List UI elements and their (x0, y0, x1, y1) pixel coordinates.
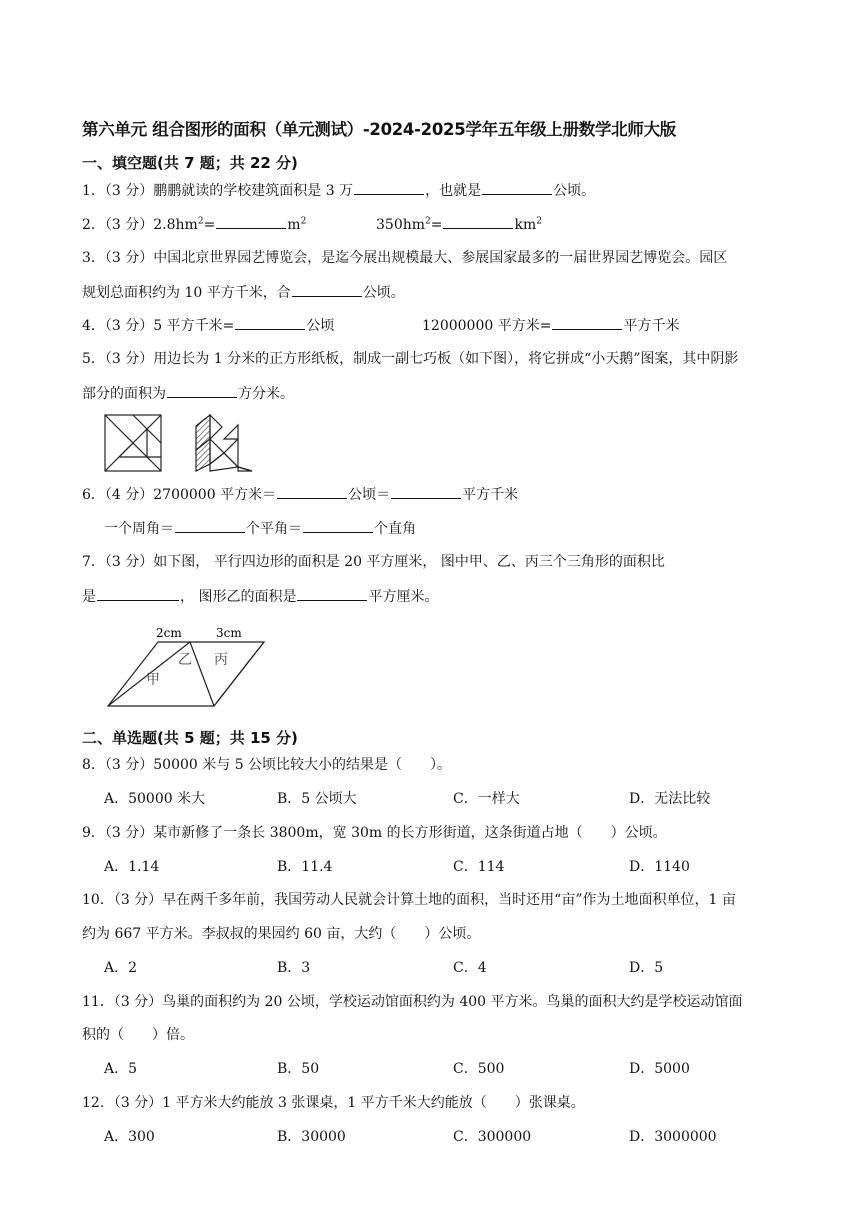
answer-blank[interactable] (175, 518, 245, 533)
q6-text: 一个周角＝ (104, 521, 174, 537)
section-single-choice: 二、单选题(共 5 题；共 15 分) (82, 729, 298, 747)
q5-text: 部分的面积为 (82, 386, 166, 402)
question-1 (82, 180, 595, 201)
answer-blank[interactable] (303, 518, 373, 533)
q7-text: 是 (82, 589, 96, 605)
question-3-line-1: 3．（3 分）中国北京世界园艺博览会，是迄今展出规模最大、参展国家最多的一届世界园艺博览会。园区 (82, 250, 728, 266)
q6-text: 公顷＝ (348, 487, 391, 503)
option-d[interactable]: D．1140 (629, 859, 690, 875)
q1-text: 公顷。 (553, 183, 596, 199)
superscript: 2 (536, 216, 542, 227)
label-bing: 丙 (214, 652, 228, 668)
option-c[interactable]: C．500 (453, 1061, 505, 1077)
option-c[interactable]: C．一样大 (453, 791, 520, 807)
q4-text: 4．（3 分）5 平方千米= (82, 318, 235, 334)
page-title: 第六单元 组合图形的面积（单元测试）-2024-2025学年五年级上册数学北师大版 (82, 120, 676, 139)
question-3-line-2 (82, 282, 405, 303)
parallelogram-figure (104, 624, 274, 710)
label-3cm: 3cm (216, 626, 242, 640)
q2-text: 2．（3 分）2.8hm (82, 217, 198, 233)
question-10-line-2: 约为 667 平方米。李叔叔的果园约 60 亩，大约（ ）公顷。 (82, 926, 481, 942)
q6-text: 个直角 (374, 521, 416, 537)
q2-text: = (203, 217, 216, 233)
answer-blank[interactable] (235, 315, 305, 330)
q6-text: 6．（4 分）2700000 平方米＝ (82, 487, 277, 503)
tangram-square (105, 415, 161, 471)
q7-text: 平方厘米。 (368, 589, 439, 605)
answer-blank[interactable] (97, 586, 179, 601)
option-d[interactable]: D．3000000 (629, 1129, 717, 1145)
answer-blank[interactable] (292, 282, 362, 297)
label-yi: 乙 (178, 652, 192, 668)
q4-text: 12000000 平方米= (422, 318, 552, 334)
answer-blank[interactable] (391, 484, 461, 499)
question-9: 9．（3 分）某市新修了一条长 3800m，宽 30m 的长方形街道，这条街道占地（ ）公顷。 (82, 825, 667, 841)
q2-text: = (430, 217, 443, 233)
question-11-line-2: 积的（ ）倍。 (82, 1027, 194, 1043)
question-5-line-1: 5．（3 分）用边长为 1 分米的正方形纸板，制成一副七巧板（如下图），将它拼成“小天鹅”图案，其中阴影 (82, 351, 739, 367)
q3-text: 公顷。 (362, 285, 405, 301)
question-2-part-b (376, 214, 542, 235)
q1-text: ，也就是 (425, 183, 482, 199)
question-7-line-2 (82, 586, 438, 607)
swan-figure (196, 415, 252, 471)
q5-text: 方分米。 (238, 386, 294, 402)
answer-blank[interactable] (443, 214, 513, 229)
option-c[interactable]: C．4 (453, 960, 487, 976)
option-b[interactable]: B．11.4 (277, 859, 333, 875)
q6-text: 个平角＝ (246, 521, 302, 537)
superscript: 2 (197, 216, 204, 227)
question-4-part-b (422, 315, 679, 336)
answer-blank[interactable] (277, 484, 347, 499)
section-fill-in: 一、填空题(共 7 题；共 22 分) (82, 154, 298, 172)
q4-text: 公顷 (306, 318, 335, 334)
q2-text: km (514, 217, 537, 233)
question-7-line-1: 7．（3 分）如下图， 平行四边形的面积是 20 平方厘米， 图中甲、乙、丙三个三角形的面积比 (82, 554, 665, 570)
q7-text: ， 图形乙的面积是 (180, 589, 297, 605)
option-d[interactable]: D．5 (629, 960, 664, 976)
option-c[interactable]: C．300000 (453, 1129, 532, 1145)
q6-text: 平方千米 (462, 487, 519, 503)
answer-blank[interactable] (354, 180, 424, 195)
question-11-line-1: 11．（3 分）鸟巢的面积约为 20 公顷，学校运动馆面积约为 400 平方米。鸟巢的面积大约是学校运动馆面 (82, 994, 743, 1010)
label-jia: 甲 (146, 672, 160, 688)
option-b[interactable]: B．3 (277, 960, 311, 976)
option-b[interactable]: B．30000 (277, 1129, 346, 1145)
option-a[interactable]: A．5 (104, 1061, 138, 1077)
answer-blank[interactable] (167, 383, 237, 398)
question-8: 8．（3 分）50000 米与 5 公顷比较大小的结果是（ ）。 (82, 757, 452, 773)
label-2cm: 2cm (156, 626, 182, 640)
question-4 (82, 315, 334, 336)
option-a[interactable]: A．50000 米大 (104, 791, 206, 807)
q2-text: 350hm (376, 217, 426, 233)
option-a[interactable]: A．2 (104, 960, 138, 976)
q1-text: 1．（3 分）鹏鹏就读的学校建筑面积是 3 万 (82, 183, 354, 199)
option-d[interactable]: D．5000 (629, 1061, 690, 1077)
question-12: 12．（3 分）1 平方米大约能放 3 张课桌，1 平方千米大约能放（ ）张课桌。 (82, 1095, 585, 1111)
option-a[interactable]: A．300 (104, 1129, 155, 1145)
superscript: 2 (425, 216, 431, 227)
question-10-line-1: 10．（3 分）早在两千多年前，我国劳动人民就会计算土地的面积，当时还用“亩”作为土地面积单位，1 亩 (82, 892, 736, 908)
answer-blank[interactable] (482, 180, 552, 195)
option-b[interactable]: B．50 (277, 1061, 320, 1077)
q4-text: 平方千米 (623, 318, 680, 334)
tangram-figure (100, 410, 260, 476)
answer-blank[interactable] (216, 214, 286, 229)
option-d[interactable]: D．无法比较 (629, 791, 711, 807)
superscript: 2 (300, 216, 307, 227)
answer-blank[interactable] (552, 315, 622, 330)
option-b[interactable]: B．5 公顷大 (277, 791, 357, 807)
option-a[interactable]: A．1.14 (104, 859, 160, 875)
q2-text: m (287, 217, 301, 233)
q3-text: 规划总面积约为 10 平方千米，合 (82, 285, 291, 301)
question-5-line-2 (82, 383, 294, 404)
option-c[interactable]: C．114 (453, 859, 505, 875)
answer-blank[interactable] (297, 586, 367, 601)
question-6-line-1 (82, 484, 518, 505)
question-6-line-2 (104, 518, 416, 539)
question-2 (82, 214, 306, 235)
